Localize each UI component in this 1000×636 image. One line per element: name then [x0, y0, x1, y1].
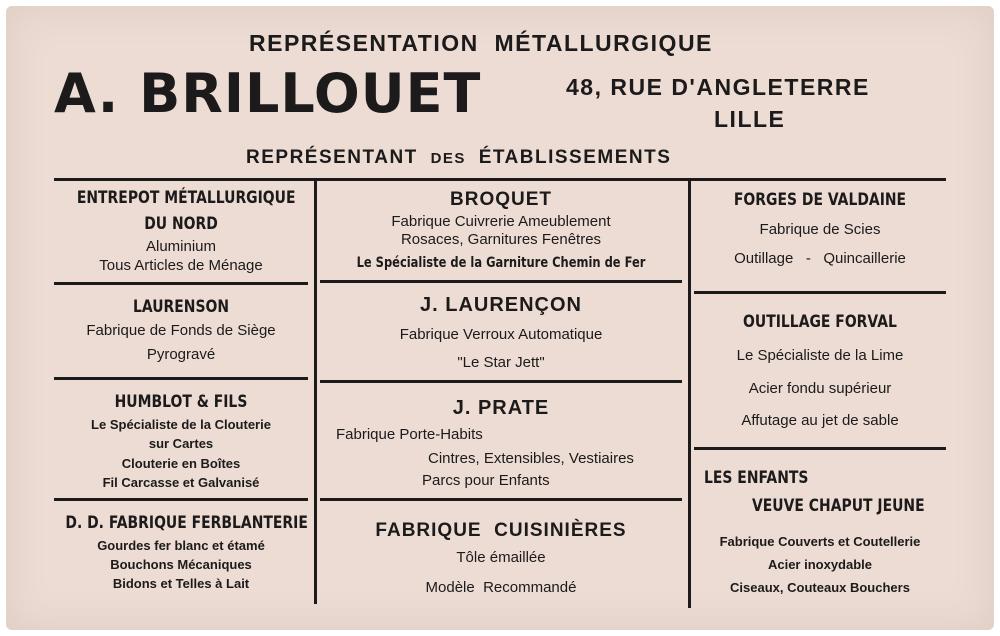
address-line2: LILLE: [714, 106, 786, 132]
header-top-line: REPRÉSENTATION MÉTALLURGIQUE: [249, 30, 713, 56]
business-card: [6, 6, 994, 630]
subtitle-part-c: ÉTABLISSEMENTS: [478, 147, 672, 168]
ferblanterie-line-3: Bidons et Telles à Lait: [112, 576, 250, 591]
broquet-line-3: Le Spécialiste de la Garniture Chemin de Fer: [356, 255, 646, 271]
valdaine-title: FORGES DE VALDAINE: [733, 190, 907, 210]
entrepot-line-2: Tous Articles de Ménage: [99, 257, 263, 274]
chaput-line-1: Fabrique Couverts et Coutellerie: [719, 534, 921, 549]
left-rule-2: [54, 377, 308, 380]
prate-line-2: Cintres, Extensibles, Vestiaires: [428, 450, 634, 467]
laurencon-line-2: "Le Star Jett": [457, 354, 545, 371]
chaput-title-1: LES ENFANTS: [704, 468, 809, 488]
broquet-title: BROQUET: [450, 189, 552, 210]
ferblanterie-title: D. D. FABRIQUE FERBLANTERIE: [65, 513, 308, 533]
humblot-line-2: sur Cartes: [148, 436, 214, 451]
cuisinieres-line-1: Tôle émaillée: [456, 549, 546, 566]
entrepot-title-2: DU NORD: [144, 214, 218, 234]
middle-rule-2: [320, 380, 682, 383]
humblot-title: HUMBLOT & FILS: [114, 392, 248, 412]
top-rule: [54, 178, 946, 181]
entrepot-title-1: ENTREPOT MÉTALLURGIQUE: [76, 188, 296, 208]
subtitle-part-b: DES: [430, 150, 466, 167]
left-rule-3: [54, 498, 308, 501]
broquet-line-1: Fabrique Cuivrerie Ameublement: [391, 213, 611, 230]
broquet-line-2: Rosaces, Garnitures Fenêtres: [400, 231, 602, 248]
cuisinieres-title: FABRIQUE CUISINIÈRES: [375, 520, 627, 541]
left-rule-1: [54, 282, 308, 285]
subtitle: [246, 147, 671, 169]
prate-line-3: Parcs pour Enfants: [422, 472, 550, 489]
middle-rule-3: [320, 498, 682, 501]
middle-rule-1: [320, 280, 682, 283]
company-name: A. BRILLOUET: [54, 62, 482, 125]
forval-title: OUTILLAGE FORVAL: [743, 312, 897, 332]
laurenson-line-1: Fabrique de Fonds de Siège: [86, 322, 276, 339]
forval-line-3: Affutage au jet de sable: [741, 412, 899, 429]
chaput-title-2: VEUVE CHAPUT JEUNE: [752, 496, 925, 516]
laurencon-title: J. LAURENÇON: [419, 294, 582, 316]
humblot-line-1: Le Spécialiste de la Clouterie: [91, 417, 271, 432]
entrepot-line-1: Aluminium: [145, 238, 217, 255]
cuisinieres-line-2: Modèle Recommandé: [425, 579, 577, 596]
ferblanterie-line-2: Bouchons Mécaniques: [110, 557, 252, 572]
humblot-line-4: Fil Carcasse et Galvanisé: [102, 475, 260, 490]
right-rule-2: [694, 447, 946, 450]
right-rule-1: [694, 291, 946, 294]
subtitle-part-a: REPRÉSENTANT: [246, 147, 418, 168]
valdaine-line-1: Fabrique de Scies: [759, 221, 881, 238]
left-divider: [314, 180, 317, 604]
laurenson-line-2: Pyrogravé: [146, 346, 216, 363]
chaput-line-3: Ciseaux, Couteaux Bouchers: [730, 580, 910, 595]
humblot-line-3: Clouterie en Boîtes: [121, 456, 241, 471]
address-line1: 48, RUE D'ANGLETERRE: [566, 74, 870, 100]
laurencon-line-1: Fabrique Verroux Automatique: [399, 326, 603, 343]
chaput-line-2: Acier inoxydable: [767, 557, 873, 572]
forval-line-2: Acier fondu supérieur: [748, 380, 892, 397]
forval-line-1: Le Spécialiste de la Lime: [736, 347, 904, 364]
prate-title: J. PRATE: [452, 397, 550, 419]
prate-line-1: Fabrique Porte-Habits: [336, 426, 483, 443]
laurenson-title: LAURENSON: [132, 297, 230, 317]
valdaine-line-2: Outillage - Quincaillerie: [734, 250, 906, 267]
ferblanterie-line-1: Gourdes fer blanc et étamé: [97, 538, 265, 553]
